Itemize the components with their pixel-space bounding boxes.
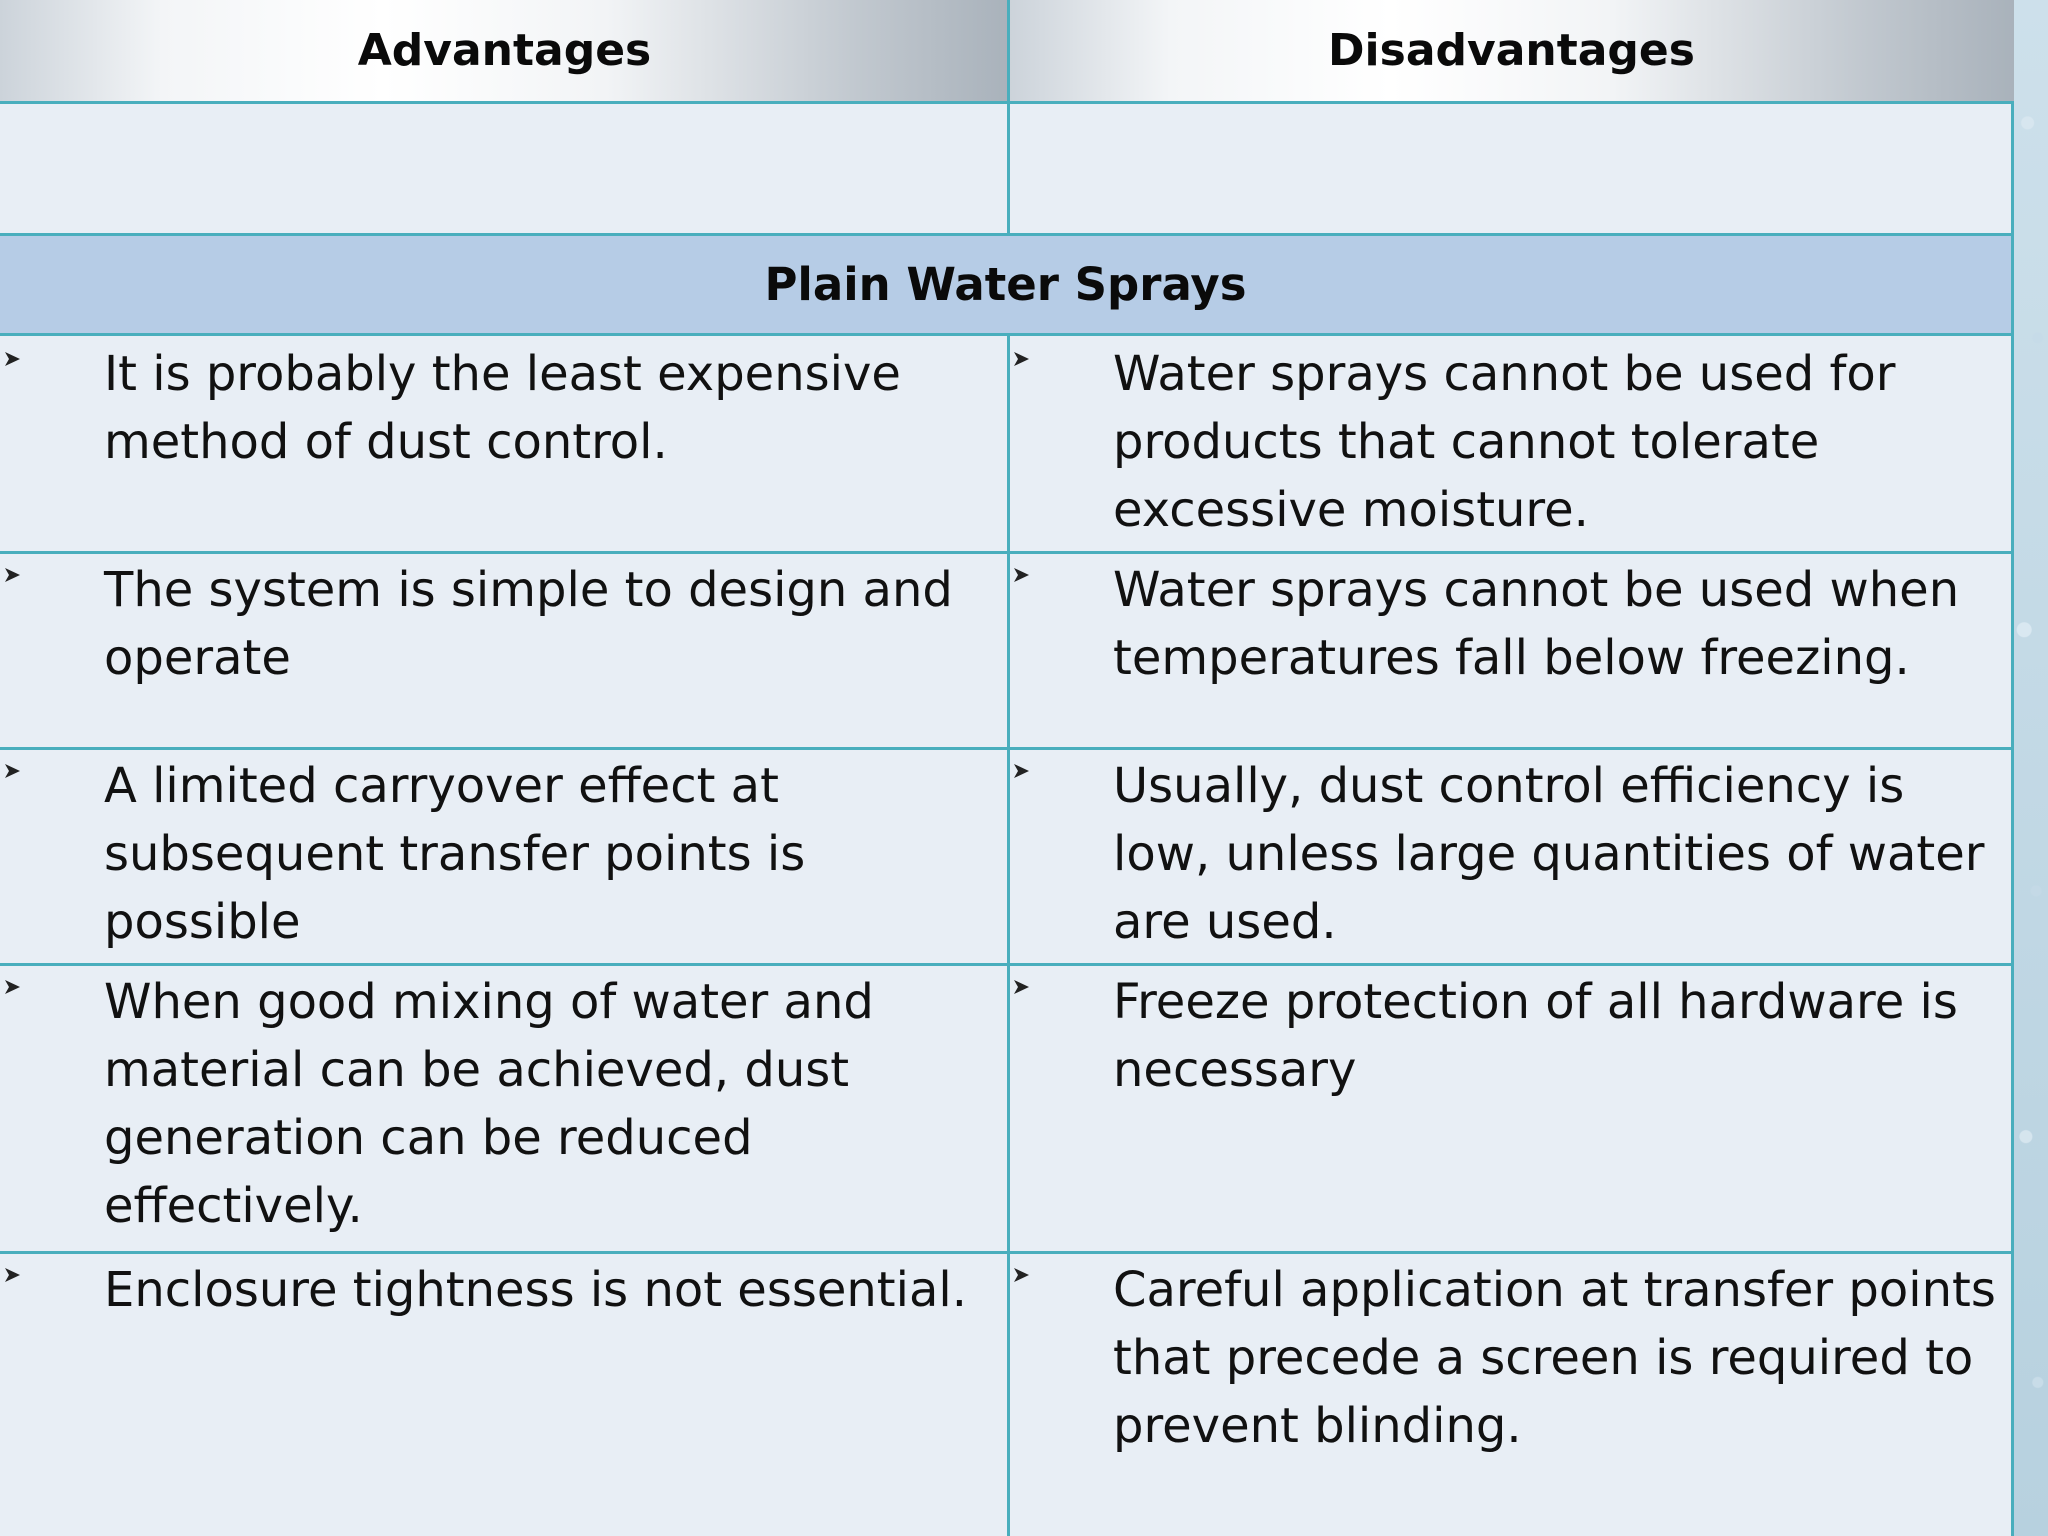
arrowhead-bullet-icon [1013,350,1031,368]
disadvantages-header-label: Disadvantages [1328,25,1695,76]
frost-texture-edge [2014,0,2048,1536]
arrowhead-bullet-icon [1013,566,1031,584]
disadvantage-text: Water sprays cannot be used when temperatures fall below freezing. [1113,562,1960,686]
section-band [0,233,2011,336]
advantage-text: A limited carryover effect at subsequent transfer points is possible [104,758,806,950]
arrowhead-bullet-icon [1013,762,1031,780]
advantage-text: When good mixing of water and material can be achieved, dust generation can be reduced effectively. [104,974,874,1234]
disadvantage-text: Usually, dust control efficiency is low, unless large quantities of water are used. [1113,758,1985,950]
row-divider-1 [0,551,2014,554]
arrowhead-bullet-icon [4,350,22,368]
column-divider [1007,336,1010,1536]
advantages-header [0,0,1009,104]
disadvantage-text: Water sprays cannot be used for products that cannot tolerate excessive moisture. [1113,346,1896,538]
arrowhead-bullet-icon [4,762,22,780]
section-title: Plain Water Sprays [764,258,1247,311]
disadvantage-text: Freeze protection of all hardware is necessary [1113,974,1958,1098]
arrowhead-bullet-icon [1013,1266,1031,1284]
row-divider-3 [0,963,2014,966]
advantages-header-label: Advantages [357,25,652,76]
row-divider-2 [0,747,2014,750]
advantage-text: It is probably the least expensive method of dust control. [104,346,901,470]
advantage-text: Enclosure tightness is not essential. [104,1262,967,1318]
disadvantage-text: Careful application at transfer points that precede a screen is required to prevent blinding. [1113,1262,1996,1454]
arrowhead-bullet-icon [4,566,22,584]
arrowhead-bullet-icon [4,1266,22,1284]
disadvantages-header [1009,0,2014,104]
advantage-text: The system is simple to design and operate [104,562,953,686]
arrowhead-bullet-icon [4,978,22,996]
arrowhead-bullet-icon [1013,978,1031,996]
row-divider-4 [0,1251,2014,1254]
column-divider-top [1007,0,1010,236]
